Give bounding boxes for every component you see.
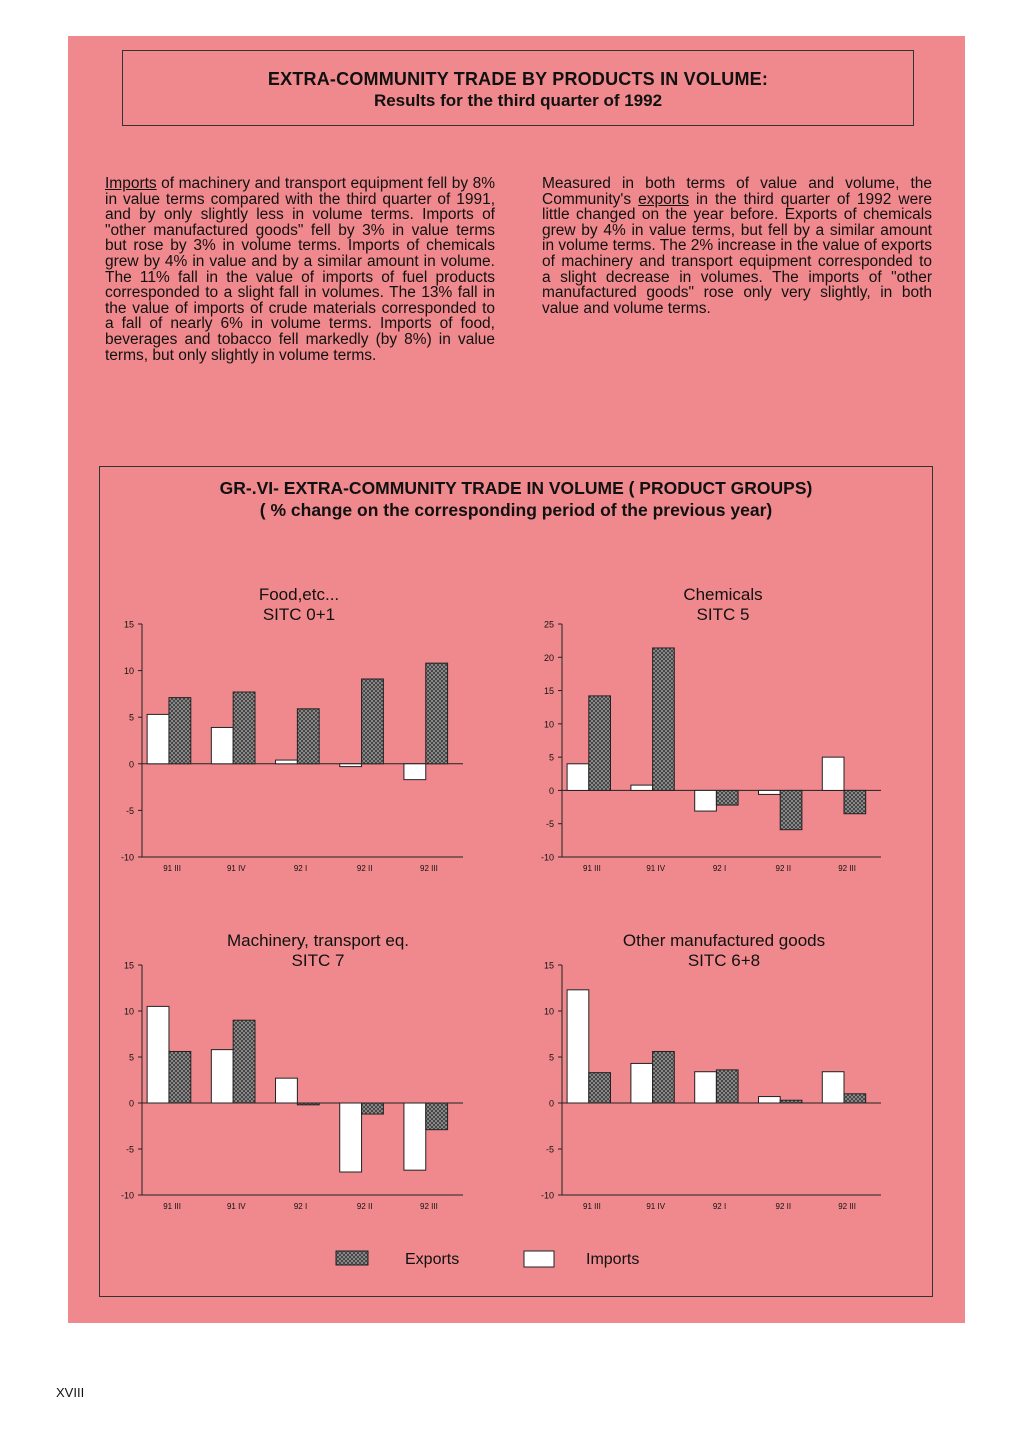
y-tick-label: 15 <box>543 960 554 971</box>
exports-bar <box>844 1094 866 1103</box>
y-tick-label: 0 <box>128 759 134 770</box>
chart-title-line: SITC 5 <box>696 605 750 624</box>
x-tick-label: 92 III <box>838 1202 856 1211</box>
y-tick-label: -10 <box>120 852 134 863</box>
imports-bar <box>567 764 589 791</box>
exports-bar <box>716 1070 738 1103</box>
y-tick-label: 10 <box>123 666 134 677</box>
chart-panel-0 <box>121 585 463 873</box>
x-tick-label: 91 IV <box>226 864 246 873</box>
x-tick-label: 92 I <box>712 1202 727 1211</box>
exports-bar <box>362 1103 384 1114</box>
imports-bar <box>695 790 717 811</box>
x-tick-label: 91 III <box>583 1202 601 1211</box>
exports-bar <box>589 696 611 791</box>
x-tick-label: 91 IV <box>226 1202 246 1211</box>
imports-bar <box>276 1078 298 1103</box>
imports-bar <box>211 1050 233 1103</box>
x-tick-label: 92 III <box>420 864 438 873</box>
x-tick-label: 92 III <box>838 864 856 873</box>
legend-imports-swatch <box>524 1251 554 1267</box>
legend <box>336 1251 639 1268</box>
right-body: in the third quarter of 1992 were little changed on the year before. Exports of chemicals grew by 4% in value terms, but fell by a similar amount in volume terms. The 2% increase in the value of exports of machinery and transport equipment corresponded to a slight decrease in volumes. The imports of "other manufactured goods" rose only very slightly, in both value and volume terms. <box>542 190 932 317</box>
x-tick-label: 92 II <box>356 864 373 873</box>
exports-bar <box>297 1103 319 1105</box>
imports-bar <box>567 990 589 1103</box>
exports-bar <box>653 1051 675 1103</box>
x-tick-label: 91 IV <box>646 1202 666 1211</box>
y-tick-label: 5 <box>128 712 134 723</box>
imports-bar <box>695 1072 717 1103</box>
exports-bar <box>169 698 191 764</box>
imports-bar <box>404 1103 426 1170</box>
page-number: XVIII <box>56 1385 85 1400</box>
y-tick-label: 0 <box>128 1098 134 1109</box>
x-tick-label: 92 II <box>775 864 792 873</box>
exports-bar <box>780 790 802 829</box>
exports-bar <box>716 790 738 805</box>
chart-title-line: Food,etc... <box>258 585 340 604</box>
y-tick-label: 0 <box>548 1098 554 1109</box>
chart-title-line: Chemicals <box>683 585 763 604</box>
page-sheet <box>68 36 965 1323</box>
x-tick-label: 92 II <box>775 1202 792 1211</box>
chart-panel-1 <box>541 585 881 873</box>
chart-title-line: SITC 0+1 <box>262 605 336 624</box>
chart-title-line: Other manufactured goods <box>622 931 826 950</box>
imports-bar <box>340 764 362 767</box>
imports-bar <box>759 790 781 794</box>
figure-box <box>99 466 933 1297</box>
y-tick-label: -5 <box>125 805 134 816</box>
imports-bar <box>147 1006 169 1103</box>
chart-title-line: SITC 6+8 <box>687 951 761 970</box>
charts-svg <box>100 467 932 1296</box>
exports-bar <box>780 1100 802 1103</box>
x-tick-label: 91 III <box>163 864 181 873</box>
y-tick-label: 15 <box>543 686 554 697</box>
imports-bar <box>822 757 844 790</box>
y-tick-label: 10 <box>123 1006 134 1017</box>
imports-lead: Imports <box>105 175 157 192</box>
legend-imports-label: Imports <box>586 1251 640 1268</box>
x-tick-label: 92 III <box>420 1202 438 1211</box>
figure-subtitle: ( % change on the corresponding period of the previous year) <box>259 500 773 520</box>
x-tick-label: 92 II <box>356 1202 373 1211</box>
imports-bar <box>822 1072 844 1103</box>
y-tick-label: 10 <box>543 719 554 730</box>
chart-title-line: Machinery, transport eq. <box>226 931 410 950</box>
text-column-left <box>105 176 495 363</box>
left-body: of machinery and transport equipment fell by 8% in value terms compared with the third quarter of 1991, and by only slightly less in volume terms. Imports of "other manufactured goods" fell by 3% in value terms but rose by 3% in volume terms. Imports of chemicals grew by 4% in value and by a similar amount in volume. The 11% fall in the value of imports of fuel products corresponded to a slight fall in volumes. The 13% fall in the value of imports of crude materials corresponded to a fall of nearly 6% in volume terms. Imports of food, beverages and tobacco fell markedly (by 8%) in value terms, but only slightly in volume terms. <box>105 175 495 364</box>
header-box <box>122 50 914 126</box>
y-tick-label: 5 <box>548 1052 554 1063</box>
imports-bar <box>147 714 169 763</box>
right-pre: Measured in both terms of value and volume, the Community's <box>542 175 932 208</box>
chart-panel-2 <box>121 931 463 1211</box>
imports-bar <box>340 1103 362 1172</box>
imports-bar <box>276 760 298 764</box>
x-tick-label: 91 III <box>163 1202 181 1211</box>
imports-bar <box>404 764 426 780</box>
exports-bar <box>233 1020 255 1103</box>
exports-bar <box>844 790 866 813</box>
page-title: EXTRA-COMMUNITY TRADE BY PRODUCTS IN VOLUME: <box>267 69 769 89</box>
y-tick-label: 15 <box>123 960 134 971</box>
y-tick-label: 15 <box>123 619 134 630</box>
y-tick-label: 0 <box>548 785 554 796</box>
y-tick-label: 20 <box>543 652 554 663</box>
y-tick-label: -10 <box>540 1190 554 1201</box>
legend-exports-swatch <box>336 1251 368 1265</box>
exports-bar <box>233 692 255 764</box>
imports-bar <box>211 727 233 763</box>
exports-bar <box>426 1103 448 1130</box>
exports-bar <box>589 1073 611 1103</box>
exports-bar <box>297 709 319 764</box>
y-tick-label: -10 <box>540 852 554 863</box>
x-tick-label: 91 IV <box>646 864 666 873</box>
imports-bar <box>631 785 653 790</box>
exports-link: exports <box>638 190 689 208</box>
y-tick-label: 5 <box>548 752 554 763</box>
y-tick-label: -5 <box>545 1144 554 1155</box>
y-tick-label: -5 <box>125 1144 134 1155</box>
chart-title-line: SITC 7 <box>291 951 345 970</box>
x-tick-label: 92 I <box>293 1202 308 1211</box>
x-tick-label: 91 III <box>583 864 601 873</box>
chart-panel-3 <box>541 931 881 1211</box>
y-tick-label: 10 <box>543 1006 554 1017</box>
exports-bar <box>362 679 384 764</box>
figure-title: GR-.VI- EXTRA-COMMUNITY TRADE IN VOLUME ( PRODUCT GROUPS) <box>219 478 813 498</box>
page-subtitle: Results for the third quarter of 1992 <box>373 91 663 110</box>
imports-bar <box>631 1063 653 1103</box>
y-tick-label: -10 <box>120 1190 134 1201</box>
exports-bar <box>169 1051 191 1103</box>
x-tick-label: 92 I <box>712 864 727 873</box>
exports-bar <box>426 663 448 764</box>
imports-bar <box>759 1097 781 1103</box>
y-tick-label: -5 <box>545 819 554 830</box>
y-tick-label: 25 <box>543 619 554 630</box>
text-column-right <box>542 176 932 316</box>
x-tick-label: 92 I <box>293 864 308 873</box>
y-tick-label: 5 <box>128 1052 134 1063</box>
legend-exports-label: Exports <box>405 1251 460 1268</box>
exports-bar <box>653 648 675 790</box>
